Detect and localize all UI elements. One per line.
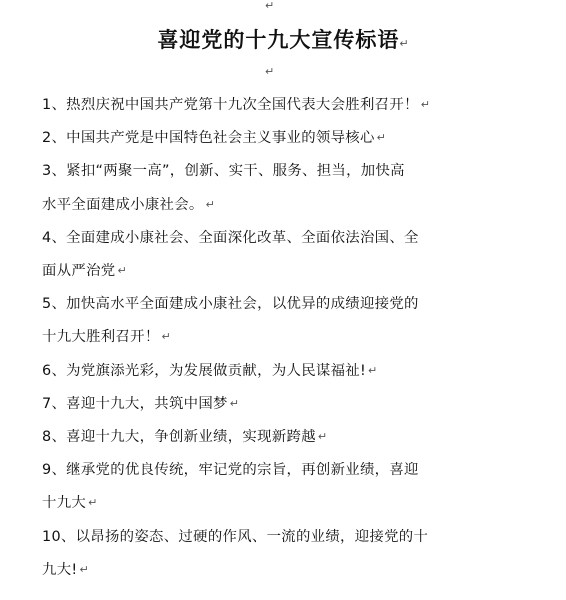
slogan-text: 9、继承党的优良传统，牢记党的宗旨，再创新业绩，喜迎 xyxy=(42,462,419,479)
paragraph-mark-icon: ↵ xyxy=(79,562,89,576)
slogan-text: 十九大胜利召开！ xyxy=(42,329,160,346)
slogan-line xyxy=(42,554,564,587)
slogan-text: 4、全面建成小康社会、全面深化改革、全面依法治国、全 xyxy=(42,229,419,246)
slogan-text: 7、喜迎十九大，共筑中国梦 xyxy=(42,395,228,412)
slogan-line xyxy=(42,421,564,454)
paragraph-mark-icon: ↵ xyxy=(399,37,409,50)
slogan-text: 面从严治党 xyxy=(42,263,116,280)
slogan-line xyxy=(42,454,564,487)
slogan-text: 6、为党旗添光彩，为发展做贡献，为人民谋福祉! xyxy=(42,362,367,379)
slogan-text: 九大! xyxy=(42,561,78,578)
slogan-line xyxy=(42,355,564,388)
slogan-line xyxy=(42,255,564,288)
paragraph-mark-icon: ↵ xyxy=(317,430,328,444)
slogan-list xyxy=(42,89,564,587)
slogan-text: 十九大 xyxy=(42,495,87,512)
slogan-line xyxy=(42,222,564,255)
paragraph-mark-icon: ↵ xyxy=(88,496,98,510)
paragraph-mark-icon: ↵ xyxy=(205,197,216,211)
slogan-line xyxy=(42,155,564,188)
slogan-text: 3、紧扣“两聚一高”，创新、实干、服务、担当，加快高 xyxy=(42,163,405,180)
paragraph-mark-icon: ↵ xyxy=(265,65,275,78)
slogan-line xyxy=(42,388,564,421)
slogan-text: 水平全面建成小康社会。 xyxy=(42,196,204,213)
paragraph-mark-icon: ↵ xyxy=(265,0,275,12)
paragraph-mark-icon: ↵ xyxy=(161,330,172,344)
slogan-line xyxy=(42,122,564,155)
title-line xyxy=(0,24,566,54)
slogan-text: 5、加快高水平全面建成小康社会，以优异的成绩迎接党的 xyxy=(42,296,419,313)
slogan-text: 1、热烈庆祝中国共产党第十九次全国代表大会胜利召开！ xyxy=(42,97,419,113)
slogan-line xyxy=(42,189,564,222)
paragraph-mark-icon: ↵ xyxy=(117,264,127,278)
slogan-line xyxy=(42,288,564,321)
slogan-line xyxy=(42,487,564,520)
slogan-line xyxy=(42,321,564,354)
slogan-text: 10、以昂扬的姿态、过硬的作风、一流的业绩，迎接党的十 xyxy=(42,528,429,545)
slogan-line xyxy=(42,521,564,554)
slogan-text: 8、喜迎十九大，争创新业绩，实现新跨越 xyxy=(42,429,316,446)
paragraph-mark-icon: ↵ xyxy=(420,98,431,111)
slogan-text: 2、中国共产党是中国特色社会主义事业的领导核心 xyxy=(42,130,375,147)
document-title: 喜迎党的十九大宣传标语 xyxy=(157,27,400,52)
paragraph-mark-icon: ↵ xyxy=(376,131,387,145)
paragraph-mark-icon: ↵ xyxy=(229,396,240,410)
paragraph-mark-icon: ↵ xyxy=(368,363,378,377)
slogan-line xyxy=(42,89,564,122)
